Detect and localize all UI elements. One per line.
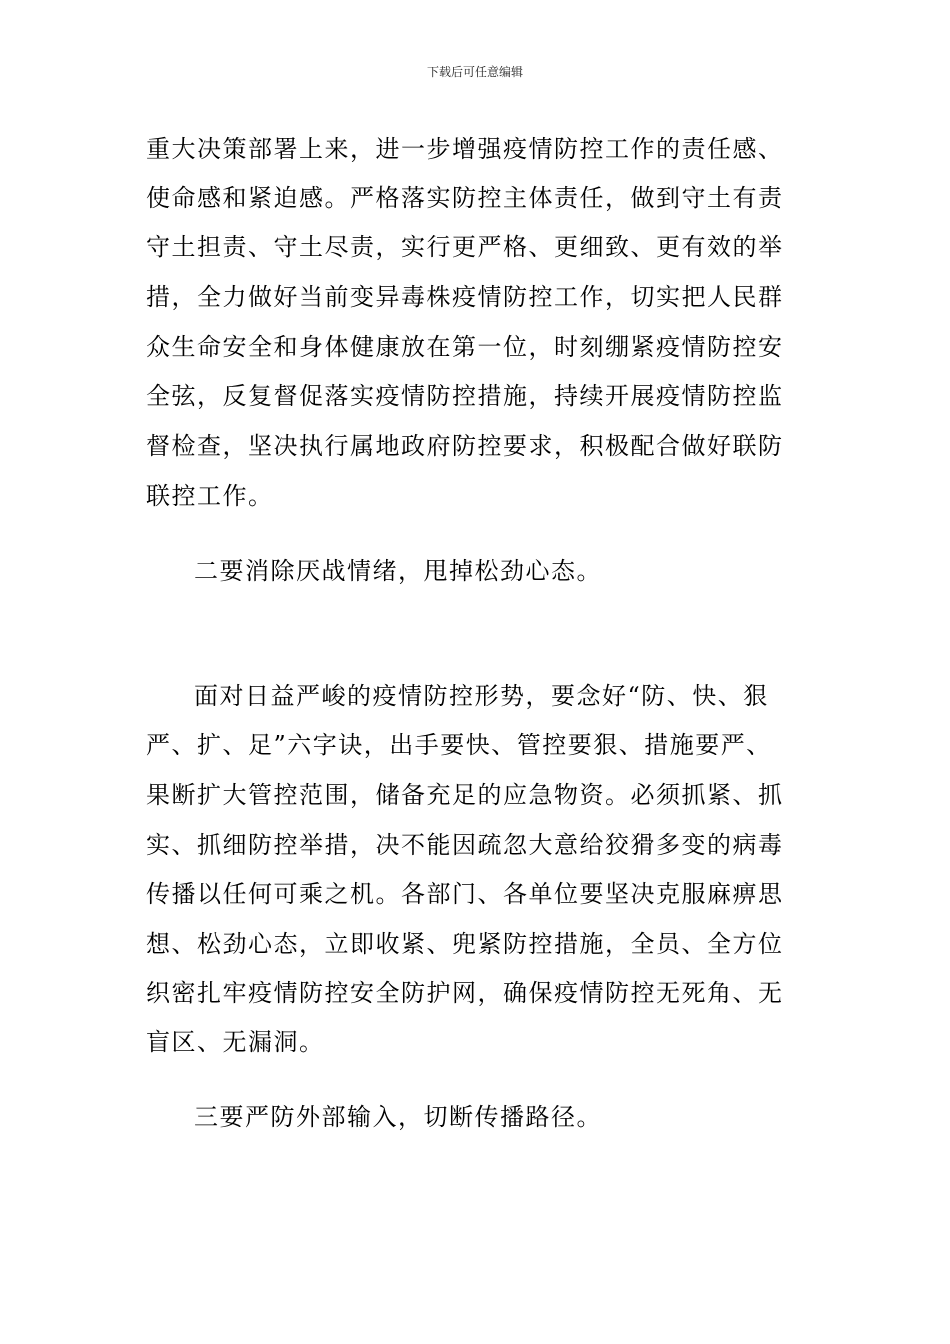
paragraph-1-line-7: 督检查，坚决执行属地政府防控要求，积极配合做好联防 <box>146 432 784 460</box>
paragraph-1-line-4: 措，全力做好当前变异毒株疫情防控工作，切实把人民群 <box>146 283 784 311</box>
paragraph-1-line-8: 联控工作。 <box>146 482 274 510</box>
paragraph-3-line-2: 严、扩、足”六字诀，出手要快、管控要狠、措施要严、 <box>146 731 772 759</box>
paragraph-3-line-7: 织密扎牢疫情防控安全防护网，确保疫情防控无死角、无 <box>146 979 784 1007</box>
page-header: 下载后可任意编辑 <box>426 65 523 79</box>
paragraph-1-line-5: 众生命安全和身体健康放在第一位，时刻绷紧疫情防控安 <box>146 333 784 361</box>
paragraph-1-line-1: 重大决策部署上来，进一步增强疫情防控工作的责任感、 <box>146 135 784 163</box>
paragraph-1-line-2: 使命感和紧迫感。严格落实防控主体责任，做到守土有责 <box>146 184 784 212</box>
paragraph-1-line-3: 守土担责、守土尽责，实行更严格、更细致、更有效的举 <box>146 233 784 261</box>
paragraph-3-line-8: 盲区、无漏洞。 <box>146 1028 325 1056</box>
paragraph-3-line-3: 果断扩大管控范围，储备充足的应急物资。必须抓紧、抓 <box>146 781 784 809</box>
paragraph-3-line-6: 想、松劲心态，立即收紧、兜紧防控措施，全员、全方位 <box>146 930 784 958</box>
paragraph-3-line-1: 面对日益严峻的疫情防控形势，要念好“防、快、狠 <box>194 682 769 710</box>
paragraph-1-line-6: 全弦，反复督促落实疫情防控措施，持续开展疫情防控监 <box>146 382 784 410</box>
paragraph-4-line-1: 三要严防外部输入，切断传播路径。 <box>194 1103 602 1131</box>
paragraph-3-line-4: 实、抓细防控举措，决不能因疏忽大意给狡猾多变的病毒 <box>146 831 784 859</box>
paragraph-2-line-1: 二要消除厌战情绪，甩掉松劲心态。 <box>194 557 602 585</box>
paragraph-3-line-5: 传播以任何可乘之机。各部门、各单位要坚决克服麻痹思 <box>146 880 784 908</box>
